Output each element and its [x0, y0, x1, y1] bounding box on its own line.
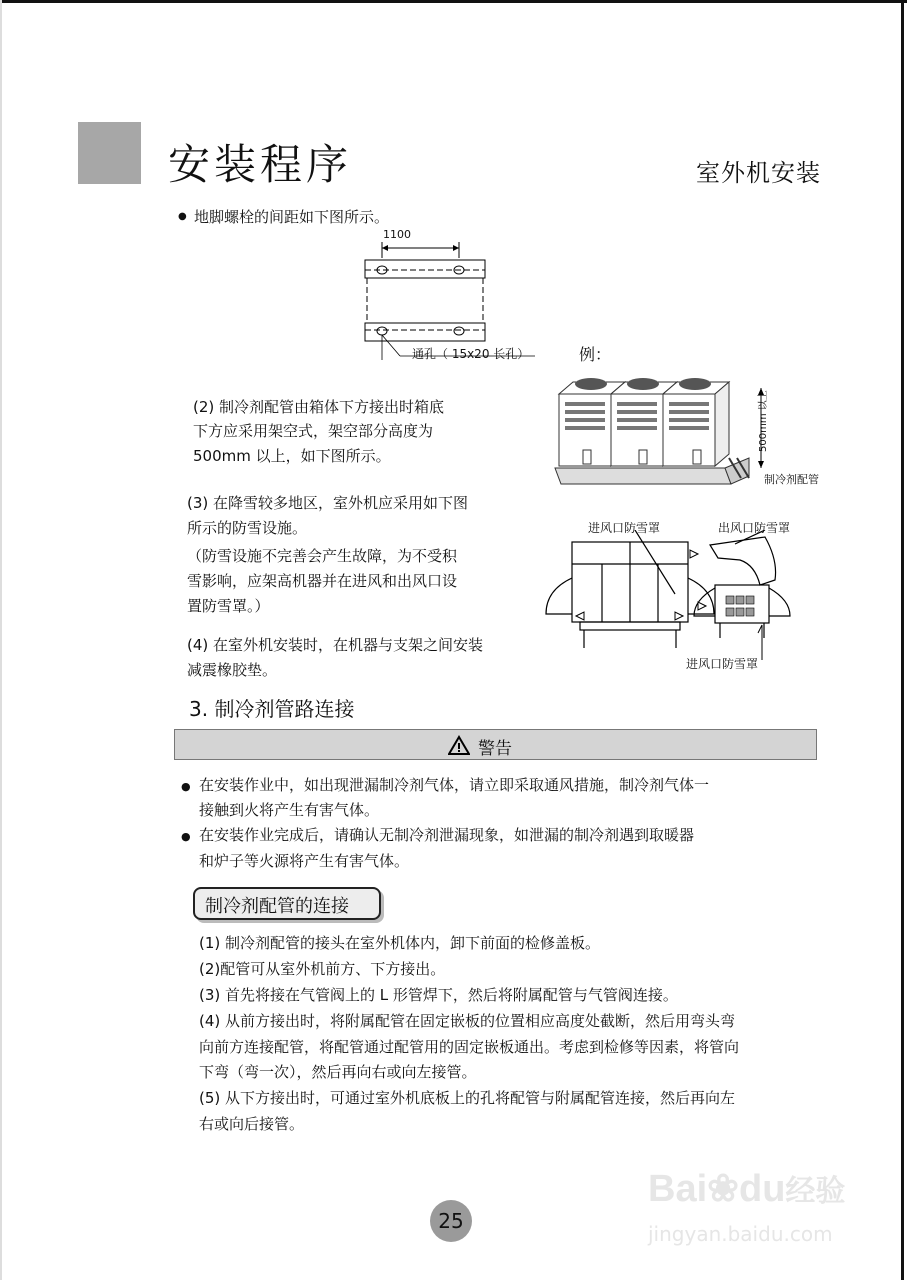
- piping-line-4: (4) 从前方接出时，将附属配管在固定嵌板的位置相应高度处截断，然后用弯头弯: [199, 1012, 736, 1030]
- warning-triangle-icon: [448, 735, 470, 755]
- section-title: 3. 制冷剂管路连接: [189, 697, 355, 721]
- page-subtitle: 室外机安装: [696, 159, 821, 187]
- inlet-cover-label-bottom: 进风口防雪罩: [686, 657, 759, 671]
- step2-line-2: 下方应采用架空式，架空部分高度为: [193, 422, 434, 440]
- warning-label: 警告: [478, 739, 512, 759]
- step3-line-4: 雪影响，应架高机器并在进风和出风口设: [187, 572, 458, 590]
- height-dimension-label: 500mm 以上: [758, 390, 769, 452]
- page-border-right: [901, 0, 904, 1280]
- page-title: 安装程序: [168, 140, 353, 189]
- warning-item-2-line-2: 和炉子等火源将产生有害气体。: [199, 852, 410, 870]
- outdoor-units-illustration: [553, 368, 793, 500]
- step2-line-1: (2) 制冷剂配管由箱体下方接出时箱底: [193, 398, 445, 416]
- watermark-url: jingyan.baidu.com: [648, 1222, 833, 1246]
- step3-line-5: 置防雪罩。）: [187, 597, 270, 615]
- warning-item-1-line-1: 在安装作业中，如出现泄漏制冷剂气体，请立即采取通风措施，制冷剂气体一: [199, 776, 710, 794]
- step3-line-2: 所示的防雪设施。: [187, 519, 308, 537]
- piping-line-1: (1) 制冷剂配管的接头在室外机体内，卸下前面的检修盖板。: [199, 934, 601, 952]
- step3-line-1: (3) 在降雪较多地区，室外机应采用如下图: [187, 494, 469, 512]
- piping-line-5: 向前方连接配管，将配管通过配管用的固定嵌板通出。考虑到检修等因素，将管向: [199, 1038, 740, 1056]
- example-label: 例：: [579, 345, 612, 364]
- inlet-cover-label: 进风口防雪罩: [588, 521, 661, 535]
- step4-line-1: (4) 在室外机安装时，在机器与支架之间安装: [187, 636, 484, 654]
- warning-item-2-line-1: 在安装作业完成后，请确认无制冷剂泄漏现象，如泄漏的制冷剂遇到取暖器: [199, 826, 695, 844]
- step3-line-3: （防雪设施不完善会产生故障，为不受积: [187, 547, 458, 565]
- step2-line-3: 500mm 以上，如下图所示。: [193, 447, 391, 465]
- pipe-label: 制冷剂配管: [764, 473, 819, 486]
- piping-line-6: 下弯（弯一次），然后再向右或向左接管。: [199, 1063, 477, 1081]
- step4-line-2: 减震橡胶垫。: [187, 661, 278, 679]
- piping-line-3: (3) 首先将接在气管阀上的 L 形管焊下，然后将附属配管与气管阀连接。: [199, 986, 678, 1004]
- outlet-cover-label: 出风口防雪罩: [718, 521, 791, 535]
- bolt-spacing-text: ● 地脚螺栓的间距如下图所示。: [194, 204, 389, 230]
- piping-subheading: [193, 887, 381, 920]
- page-border-left: [0, 0, 2, 1280]
- snow-protection-illustration: [540, 530, 810, 665]
- watermark-brand: Bai: [648, 1168, 708, 1210]
- warning-bullet-2: ●: [181, 830, 191, 843]
- page-border-top: [0, 0, 907, 3]
- watermark-cn: 经验: [785, 1175, 846, 1208]
- bolt-dimension-label: 1100: [383, 228, 411, 241]
- hole-label: 通孔（ 15x20 长孔）: [412, 347, 530, 361]
- warning-bullet-1: ●: [181, 780, 191, 793]
- page-number: 25: [430, 1200, 472, 1242]
- piping-subheading-text: 制冷剂配管的连接: [205, 896, 349, 917]
- watermark-paw-icon: ❀: [707, 1168, 739, 1210]
- piping-line-8: 右或向后接管。: [199, 1115, 305, 1133]
- warning-item-1-line-2: 接触到火将产生有害气体。: [199, 801, 380, 819]
- piping-line-2: (2)配管可从室外机前方、下方接出。: [199, 960, 446, 978]
- piping-line-7: (5) 从下方接出时，可通过室外机底板上的孔将配管与附属配管连接，然后再向左: [199, 1089, 736, 1107]
- watermark-brand-2: du: [738, 1168, 786, 1210]
- title-marker-block: [78, 122, 141, 184]
